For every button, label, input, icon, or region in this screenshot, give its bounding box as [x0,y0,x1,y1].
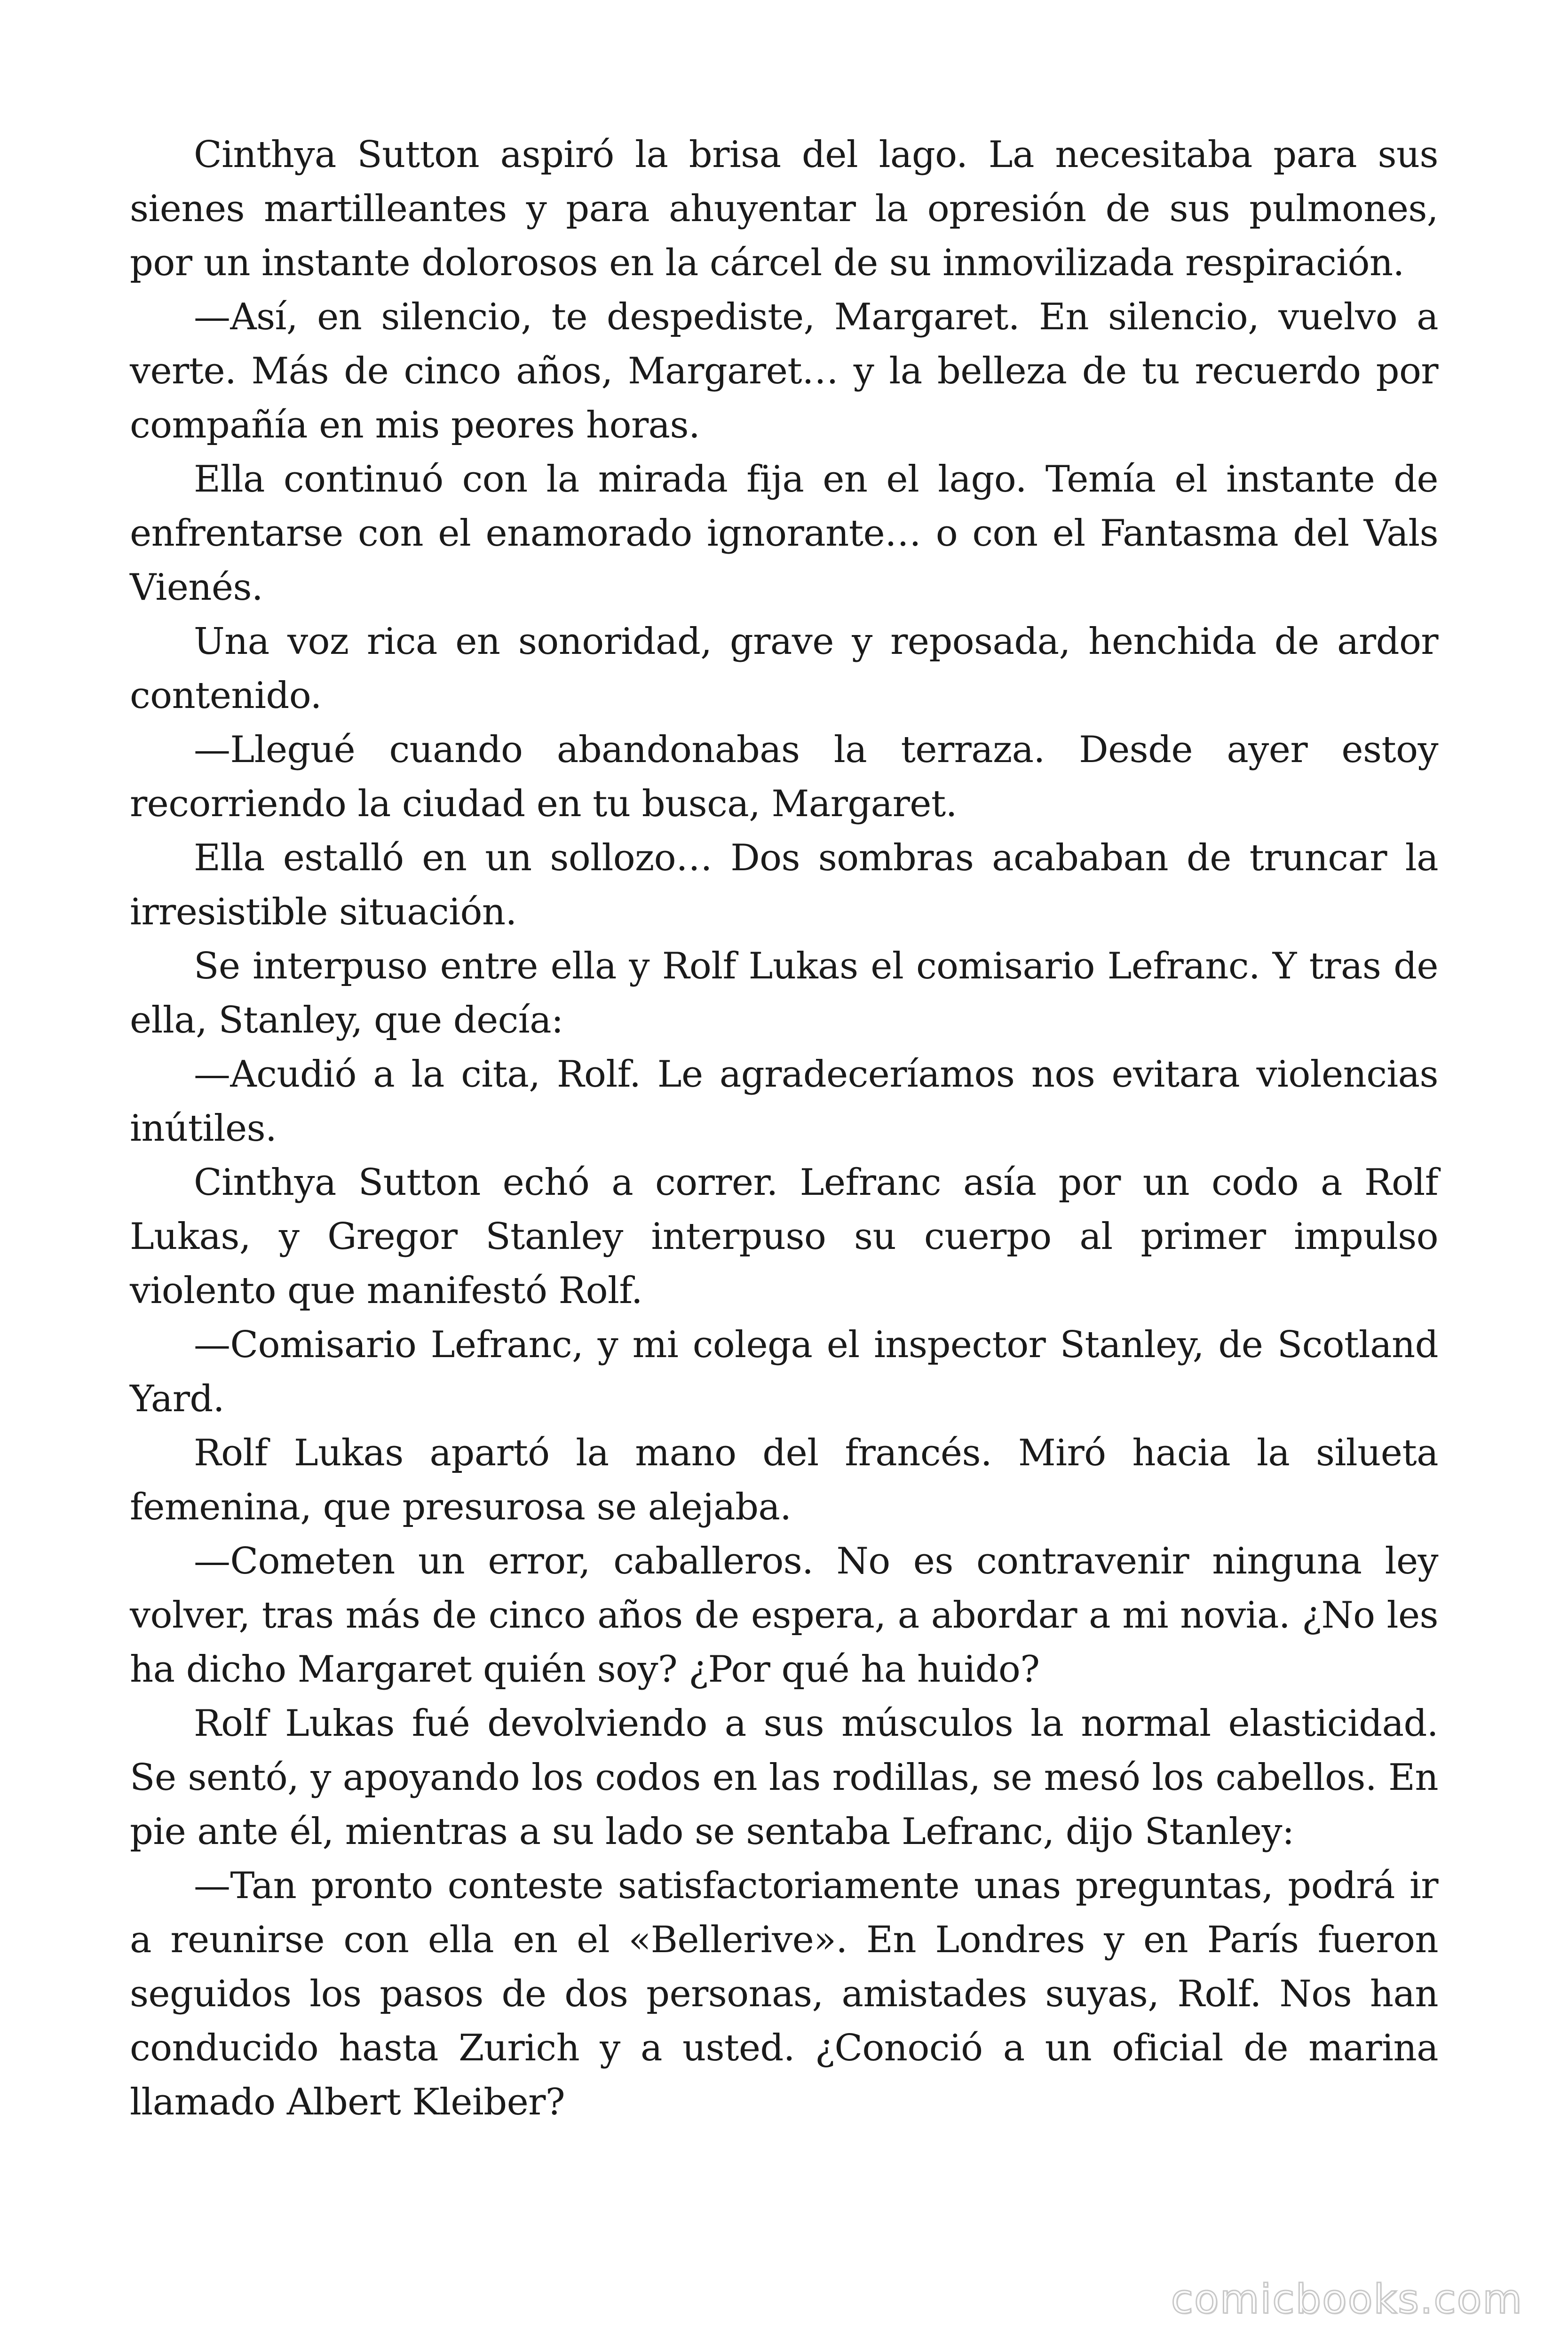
paragraph: —Así, en silencio, te despediste, Margaret. En silencio, vuelvo a verte. Más de cinco años, Margaret… y la belleza de tu recuerdo por compañía en mis peores horas. [130,296,1438,446]
paragraph: Cinthya Sutton echó a correr. Lefranc asía por un codo a Rolf Lukas, y Gregor Stanley interpuso su cuerpo al primer impulso violento que manifestó Rolf. [130,1161,1438,1312]
paragraph: —Llegué cuando abandonabas la terraza. Desde ayer estoy recorriendo la ciudad en tu busca, Margaret. [130,729,1438,825]
paragraph: —Acudió a la cita, Rolf. Le agradeceríamos nos evitara violencias inútiles. [130,1053,1438,1150]
watermark: comicbooks.com [1171,2276,1523,2323]
paragraph: Cinthya Sutton aspiró la brisa del lago. La necesitaba para sus sienes martilleantes y para ahuyentar la opresión de sus pulmones, por un instante dolorosos en la cárcel de su inmovilizada respiración. [130,134,1438,284]
paragraph: —Tan pronto conteste satisfactoriamente unas preguntas, podrá ir a reunirse con ella en el «Bellerive». En Londres y en París fueron seguidos los pasos de dos personas, amistades suyas, Rolf. Nos han conducido hasta Zurich y a usted. ¿Conoció a un oficial de marina llamado Albert Kleiber? [130,1865,1438,2123]
paragraph: Una voz rica en sonoridad, grave y reposada, henchida de ardor contenido. [130,620,1438,717]
paragraph: Ella estalló en un sollozo… Dos sombras acababan de truncar la irresistible situación. [130,837,1438,933]
paragraph: Se interpuso entre ella y Rolf Lukas el comisario Lefranc. Y tras de ella, Stanley, que decía: [130,945,1438,1041]
paragraph: —Cometen un error, caballeros. No es contravenir ninguna ley volver, tras más de cinco años de espera, a abordar a mi novia. ¿No les ha dicho Margaret quién soy? ¿Por qué ha huido? [130,1540,1438,1691]
paragraph: Rolf Lukas apartó la mano del francés. Miró hacia la silueta femenina, que presurosa se alejaba. [130,1432,1438,1528]
paragraph: Ella continuó con la mirada fija en el lago. Temía el instante de enfrentarse con el enamorado ignorante… o con el Fantasma del Vals Vienés. [130,458,1438,609]
paragraph: —Comisario Lefranc, y mi colega el inspector Stanley, de Scotland Yard. [130,1324,1438,1420]
paragraph: Rolf Lukas fué devolviendo a sus músculos la normal elasticidad. Se sentó, y apoyando los codos en las rodillas, se mesó los cabellos. En pie ante él, mientras a su lado se sentaba Lefranc, dijo Stanley: [130,1702,1438,1853]
book-page-text [130,128,1438,2130]
